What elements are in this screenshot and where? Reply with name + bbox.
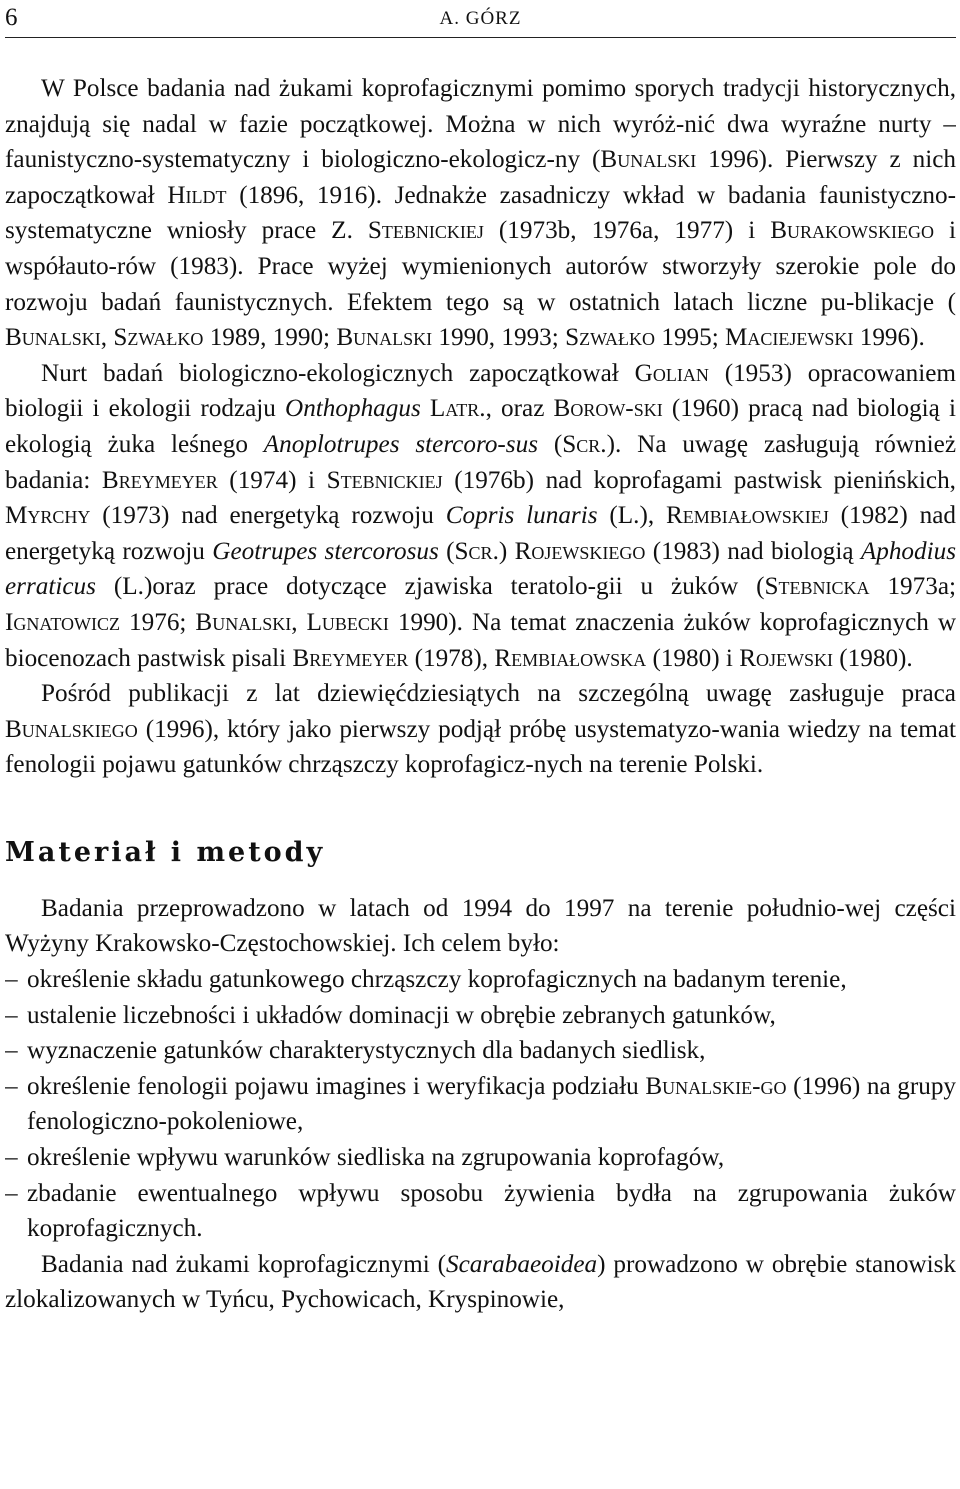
text-run: 1996). Pierwszy z nich zapoczątkował <box>5 146 956 209</box>
text-run: (1973b, 1976a, 1977) i <box>483 217 771 245</box>
text-run: określenie wpływu warunków siedliska na zgrupowania koprofagów, <box>27 1144 725 1172</box>
paragraph-bunalski <box>5 676 956 783</box>
text-run: .). Na uwagę zasługują również badania: <box>5 430 956 494</box>
section-heading: Materiał i metody <box>5 836 326 868</box>
author-name: Szwałko <box>113 324 204 352</box>
text-run: określenie fenologii pojawu imagines i weryfikacja podziału <box>27 1072 646 1100</box>
author-name: Rojewskiego <box>514 537 646 565</box>
author-name: Rembiałowska <box>494 644 647 672</box>
dash-bullet: – <box>5 1179 18 1207</box>
author-name: Stebnickiej <box>326 466 443 494</box>
author-name: Breymeyer <box>101 466 218 494</box>
author-name: Bunalski <box>195 608 292 636</box>
author-name: Scr <box>454 537 493 565</box>
text-run: , <box>100 324 114 352</box>
dash-bullet: – <box>5 1072 18 1100</box>
author-name: Rembiałowskiej <box>665 502 829 530</box>
running-head-author: A. GÓRZ <box>439 8 522 29</box>
author-name: Bunalski <box>336 324 433 352</box>
text-run: 1990, 1993; <box>432 324 566 352</box>
text-run: zbadanie ewentualnego wpływu sposobu żywienia bydła na zgrupowania żuków koprofagicznych. <box>27 1179 956 1243</box>
text-run <box>421 395 430 422</box>
taxon-name: Aphodius erraticus <box>5 537 956 601</box>
text-run: Badania nad żukami koprofagicznymi ( <box>41 1250 447 1278</box>
taxon-name: Copris lunaris <box>445 502 598 530</box>
text-run: (1960) pracą nad biologią i ekologią żuka leśnego <box>5 395 956 458</box>
author-name: Bunalski <box>5 324 101 352</box>
text-run: (1996) na grupy fenologiczno-pokoleniowe, <box>27 1072 956 1136</box>
objective-item <box>5 1033 956 1069</box>
taxon-name: Onthophagus <box>285 395 421 423</box>
author-name: Breymeyer <box>292 644 409 672</box>
author-name: Stebnickiej <box>367 217 484 245</box>
dash-bullet: – <box>5 1037 18 1065</box>
text-run: , <box>291 608 307 636</box>
text-run: (L.)oraz prace dotyczące zjawiska teratolo-gii u żuków ( <box>95 573 765 601</box>
text-run: (1973) nad energetyką rozwoju <box>90 502 446 530</box>
text-run: 1973a; <box>869 573 956 601</box>
text-run: ) prowadzono w obrębie stanowisk zlokalizowanych w Tyńcu, Pychowicach, Kryspinowie, <box>5 1250 956 1314</box>
body-text <box>5 71 956 1318</box>
dash-bullet: – <box>5 1144 18 1172</box>
text-run: 1990). Na temat znaczenia żuków koprofagicznych w biocenozach pastwisk pisali <box>5 608 956 672</box>
text-run: (L.), <box>597 502 666 530</box>
text-run: (1976b) nad koprofagami pastwisk pienińskich, <box>442 466 956 494</box>
taxon-name: Anoplotrupes stercoro-sus <box>263 430 539 458</box>
text-run: 1995; <box>655 324 726 352</box>
text-run: wyznaczenie gatunków charakterystycznych dla badanych siedlisk, <box>27 1037 706 1065</box>
text-run: (1974) i <box>217 466 327 494</box>
objective-item <box>5 1069 956 1140</box>
text-run: (1978), <box>408 644 495 672</box>
author-name: Borow-ski <box>553 395 663 423</box>
paragraph-biology-ecology <box>5 356 956 676</box>
text-run: ., oraz <box>479 395 554 423</box>
taxon-name: Geotrupes stercorosus <box>212 537 439 565</box>
text-run: 1976; <box>120 608 196 636</box>
paragraph-methods <box>5 891 956 962</box>
text-run: (1896, 1916). Jednakże zasadniczy wkład w badania faunistyczno-systematyczne wniosły prace Z. <box>5 181 956 245</box>
author-name: Burakowskiego <box>770 217 934 245</box>
text-run: ustalenie liczebności i układów dominacji w obrębie zebranych gatunków, <box>27 1001 776 1029</box>
author-name: Szwałko <box>565 324 656 352</box>
taxon-name: Scarabaeoidea <box>446 1250 598 1278</box>
text-run: (1996), który jako pierwszy podjął próbę usystematyzo-wania wiedzy na temat fenologii pojawu gatunków chrząszczy koprofagicz-nych na terenie Polski. <box>5 715 956 779</box>
author-name: Bunalskie-go <box>645 1072 787 1100</box>
text-run: Nurt badań biologiczno-ekologicznych zapoczątkował <box>41 359 635 387</box>
author-name: Latr <box>429 395 480 423</box>
dash-bullet: – <box>5 966 18 994</box>
text-run: 1996). <box>853 324 925 352</box>
running-header <box>5 0 956 38</box>
author-name: Stebnicka <box>764 573 870 601</box>
text-run: (1953) opracowaniem biologii i ekologii rodzaju <box>5 359 956 423</box>
text-run: (1983) nad biologią <box>645 537 861 565</box>
text-run: (1980). <box>832 644 913 672</box>
author-name: Bunalskiego <box>5 715 138 743</box>
text-run: (1980) i <box>646 644 740 672</box>
objectives-list <box>5 962 956 1247</box>
text-run: ( <box>538 430 563 458</box>
document-page <box>5 0 956 1489</box>
objective-item <box>5 998 956 1034</box>
author-name: Golian <box>634 359 709 387</box>
author-name: Hildt <box>167 181 227 209</box>
text-run: (1982) nad energetyką rozwoju <box>5 502 956 565</box>
author-name: Maciejewski <box>725 324 854 352</box>
author-name: Lubecki <box>306 608 389 636</box>
author-name: Bunalski <box>600 146 697 174</box>
author-name: Rojewski <box>739 644 833 672</box>
text-run: Pośród publikacji z lat dziewięćdziesiątych na szczególną uwagę zasługuje praca <box>41 680 956 708</box>
objective-item <box>5 1140 956 1176</box>
paragraph-intro <box>5 71 956 356</box>
objective-item <box>5 1176 956 1247</box>
text-run: .) <box>492 537 515 565</box>
objective-item <box>5 962 956 998</box>
text-run: W Polsce badania nad żukami koprofagicznymi pomimo sporych tradycji historycznych, znajdują się nadal w fazie początkowej. Można w nich wyróż-nić dwa wyraźne nurty – faunistyczno-systematyczny i biologiczno-ekologicz-ny ( <box>5 75 956 174</box>
author-name: Ignatowicz <box>5 608 121 636</box>
author-name: Scr <box>562 430 601 458</box>
text-run: 1989, 1990; <box>203 324 337 352</box>
page-number: 6 <box>5 4 18 31</box>
text-run: ( <box>438 537 455 565</box>
author-name: Myrchy <box>5 502 91 530</box>
paragraph-study-sites <box>5 1247 956 1318</box>
text-run: określenie składu gatunkowego chrząszczy koprofagicznych na badanym terenie, <box>27 966 847 994</box>
dash-bullet: – <box>5 1001 18 1029</box>
text-run: i współauto-rów (1983). Prace wyżej wymienionych autorów stworzyły szerokie pole do rozwoju badań faunistycznych. Efektem tego są w ostatnich latach liczne pu-blikacje ( <box>5 217 956 316</box>
text-run: Badania przeprowadzono w latach od 1994 do 1997 na terenie południo-wej części Wyżyny Krakowsko-Częstochowskiej. Ich celem było: <box>5 894 956 958</box>
